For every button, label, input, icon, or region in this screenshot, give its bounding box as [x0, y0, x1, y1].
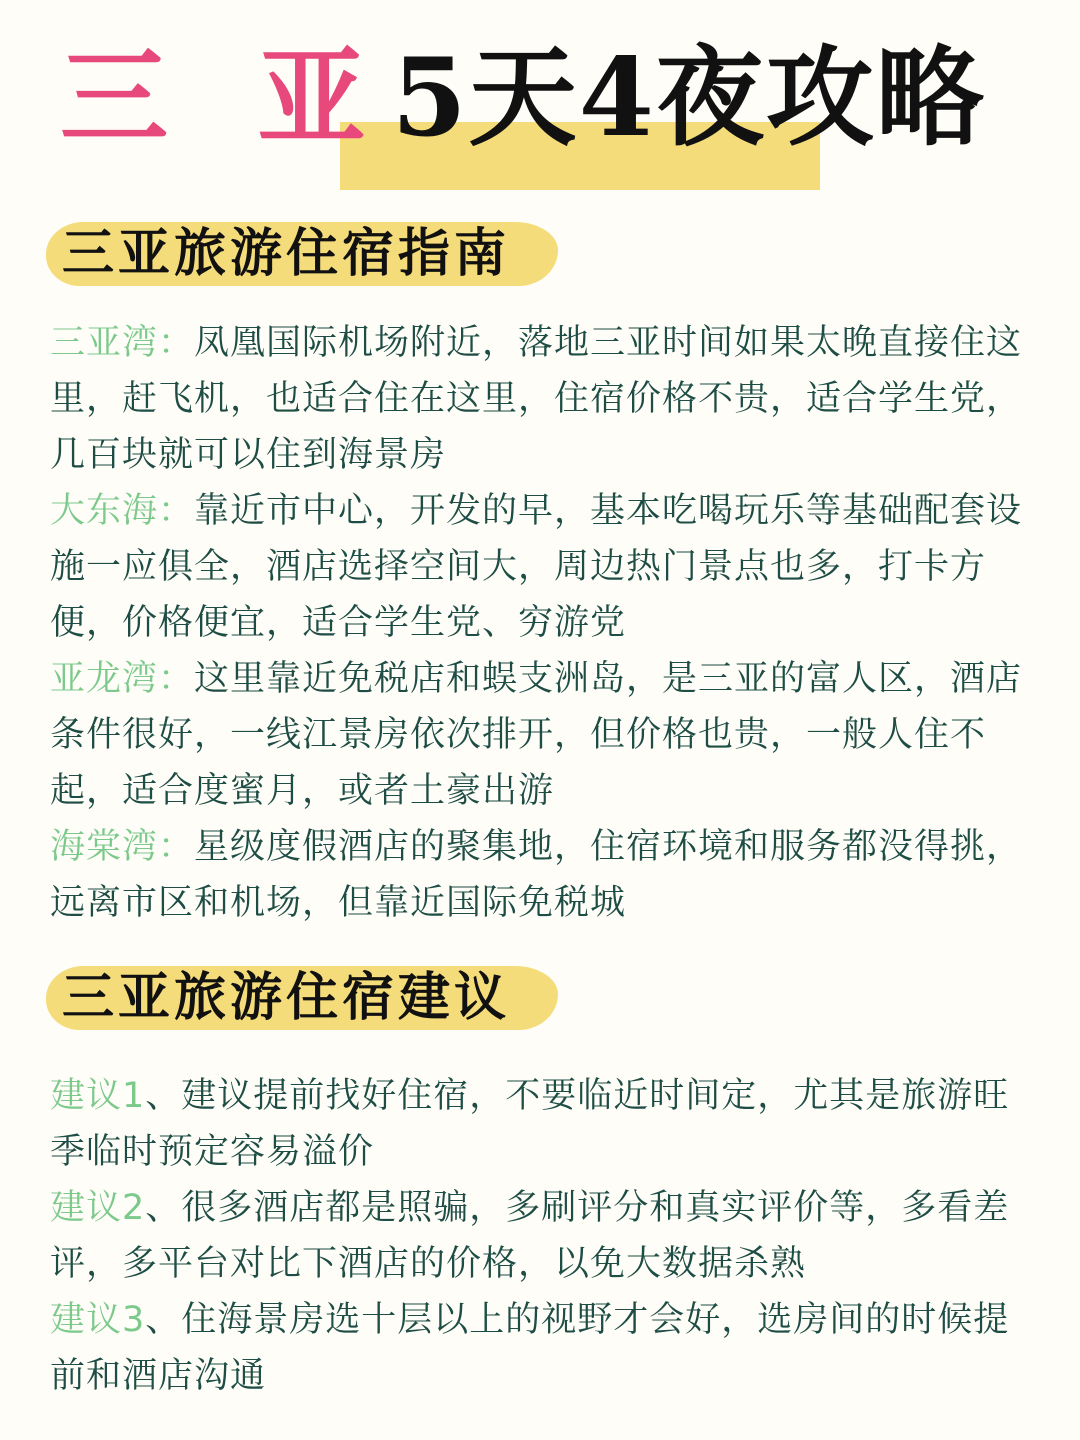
title-area — [60, 22, 1050, 172]
title-pink-part: 三 亚 — [60, 35, 392, 161]
guide-item-yalongwan — [50, 651, 1040, 819]
advice-item-1 — [50, 1068, 1040, 1180]
advice-item-text: 、建议提前找好住宿，不要临近时间定，尤其是旅游旺季临时预定容易溢价 — [50, 1076, 1010, 1172]
guide-item-text: 靠近市中心，开发的早，基本吃喝玩乐等基础配套设施一应俱全，酒店选择空间大，周边热门景点也多，打卡方便，价格便宜，适合学生党、穷游党 — [50, 491, 1023, 643]
advice-item-text: 、很多酒店都是照骗，多刷评分和真实评价等，多看差评，多平台对比下酒店的价格，以免大数据杀熟 — [50, 1188, 1010, 1284]
title-black-part: 5天4夜攻略 — [391, 35, 986, 161]
advice-item-key: 建议3 — [50, 1300, 146, 1340]
guide-item-sanyawan — [50, 315, 1040, 483]
guide-item-text: 这里靠近免税店和蜈支洲岛，是三亚的富人区，酒店条件很好，一线江景房依次排开，但价格也贵，一般人住不起，适合度蜜月，或者土豪出游 — [50, 659, 1023, 811]
guide-item-text: 星级度假酒店的聚集地，住宿环境和服务都没得挑，远离市区和机场，但靠近国际免税城 — [50, 827, 1023, 923]
section-heading-label: 三亚旅游住宿建议 — [62, 967, 511, 1028]
guide-item-key: 亚龙湾： — [50, 659, 195, 699]
advice-item-2 — [50, 1180, 1040, 1292]
guide-item-key: 海棠湾： — [50, 827, 195, 867]
advice-item-text: 、住海景房选十层以上的视野才会好，选房间的时候提前和酒店沟通 — [50, 1300, 1010, 1396]
advice-list — [50, 1068, 1040, 1404]
guide-item-dadonghai — [50, 483, 1040, 651]
guide-list — [50, 315, 1040, 931]
guide-item-key: 三亚湾： — [50, 323, 195, 363]
guide-item-text: 凤凰国际机场附近，落地三亚时间如果太晚直接住这里，赶飞机，也适合住在这里，住宿价格不贵，适合学生党，几百块就可以住到海景房 — [50, 323, 1023, 475]
guide-item-key: 大东海： — [50, 491, 195, 531]
page-title — [60, 28, 986, 168]
advice-item-key: 建议1 — [50, 1076, 146, 1116]
section-heading-label: 三亚旅游住宿指南 — [62, 223, 511, 284]
guide-item-haitangwan — [50, 819, 1040, 931]
advice-item-key: 建议2 — [50, 1188, 146, 1228]
advice-item-3 — [50, 1292, 1040, 1404]
